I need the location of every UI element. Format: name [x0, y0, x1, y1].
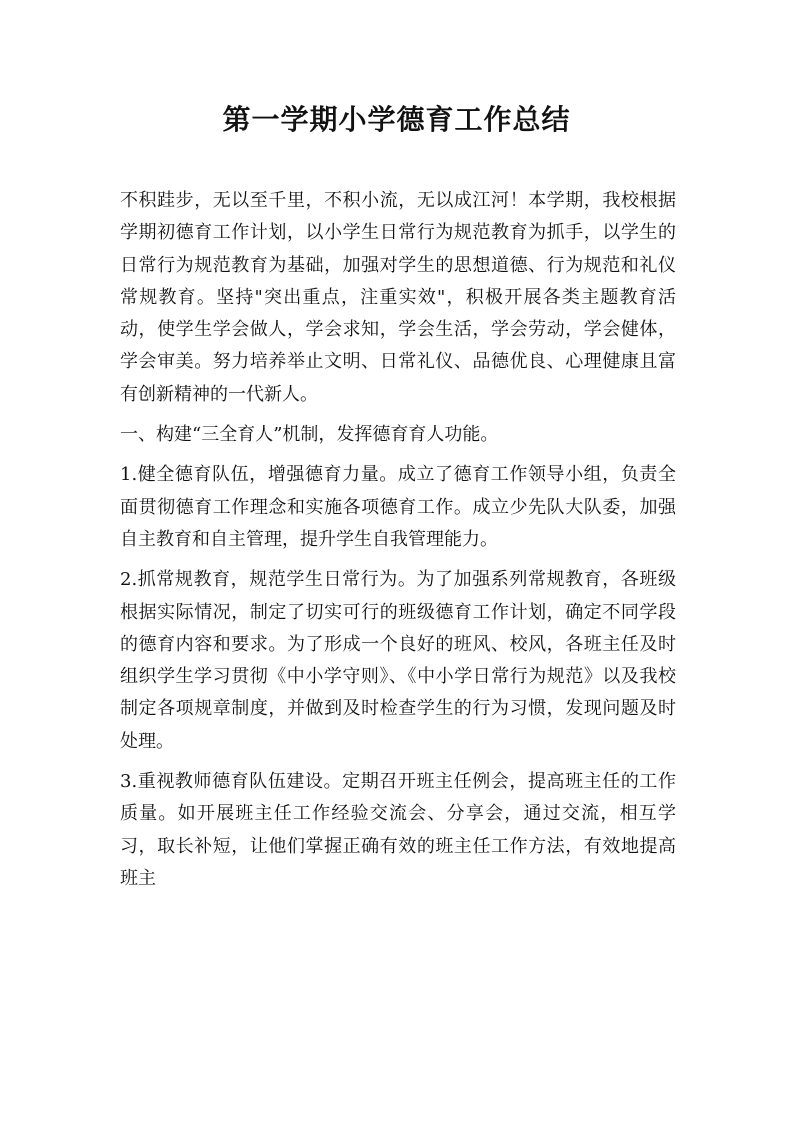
paragraph-item-2: 2.抓常规教育，规范学生日常行为。为了加强系列常规教育，各班级根据实际情况，制定了切实可行的班级德育工作计划，确定不同学段的德育内容和要求。为了形成一个良好的班风、校风，各班主任及时组织学生学习贯彻《中小学守则》、《中小学日常行为规范》以及我校制定各项规章制度，并做到及时检查学生的行为习惯，发现问题及时处理。: [120, 569, 676, 752]
paragraph-item-3: 3.重视教师德育队伍建设。定期召开班主任例会，提高班主任的工作质量。如开展班主任工作经验交流会、分享会，通过交流，相互学习，取长补短，让他们掌握正确有效的班主任工作方法，有效地提高班主: [120, 771, 676, 889]
document-body: [120, 185, 676, 895]
document-title: 第一学期小学德育工作总结: [222, 103, 571, 136]
paragraph-item-1: 1.健全德育队伍，增强德育力量。成立了德育工作领导小组，负责全面贯彻德育工作理念和实施各项德育工作。成立少先队大队委，加强自主教育和自主管理，提升学生自我管理能力。: [120, 464, 676, 550]
paragraph-intro: 不积跬步，无以至千里，不积小流，无以成江河！本学期，我校根据学期初德育工作计划，以小学生日常行为规范教育为抓手，以学生的日常行为规范教育为基础，加强对学生的思想道德、行为规范和礼仪常规教育。坚持"突出重点，注重实效"，积极开展各类主题教育活动，使学生学会做人，学会求知，学会生活，学会劳动，学会健体，学会审美。努力培养举止文明、日常礼仪、品德优良、心理健康且富有创新精神的一代新人。: [120, 190, 676, 405]
section-heading-1: 一、构建“三全育人”机制，发挥德育育人功能。: [120, 424, 499, 446]
